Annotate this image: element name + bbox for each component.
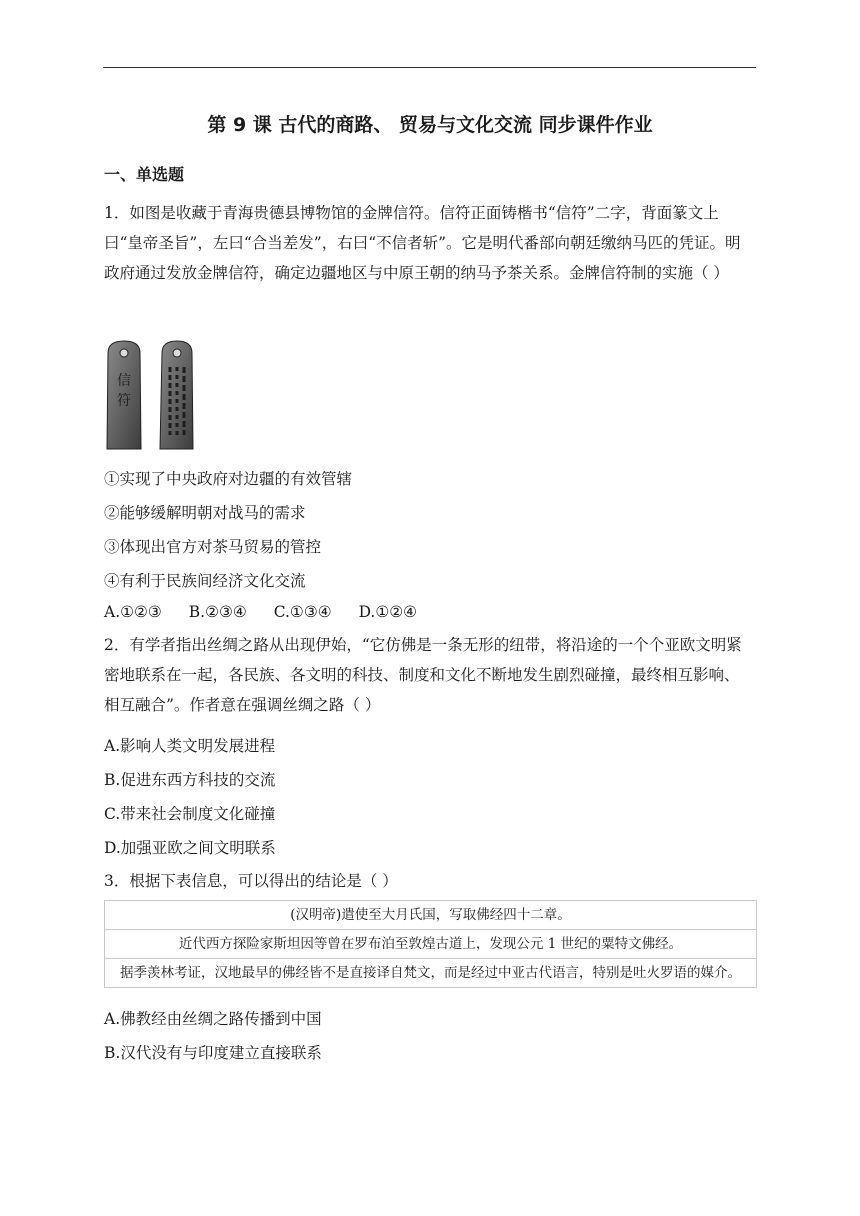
q1-option-c[interactable]: C.①③④	[273, 603, 332, 621]
q2-option-c[interactable]: C.带来社会制度文化碰撞	[104, 805, 276, 823]
header-rule	[103, 67, 756, 68]
q2-option-d[interactable]: D.加强亚欧之间文明联系	[104, 839, 276, 857]
q1-stem: 1．如图是收藏于青海贵德县博物馆的金牌信符。信符正面铸楷书“信符”二字，背面篆文上曰“皇帝圣旨”，左曰“合当差发”，右曰“不信者斩”。它是明代番部向朝廷缴纳马匹的凭证。明政府通过发放金牌信符，确定边疆地区与中原王朝的纳马予茶关系。金牌信符制的实施（ ）	[104, 204, 741, 282]
table-cell: 据季羡林考证，汉地最早的佛经皆不是直接译自梵文，而是经过中亚古代语言，特别是吐火罗语的媒介。	[105, 959, 757, 988]
q1-image	[104, 339, 196, 451]
q1-options	[104, 603, 439, 621]
q2-option-b[interactable]: B.促进东西方科技的交流	[104, 771, 276, 789]
table-row	[105, 930, 757, 959]
q1-option-a[interactable]: A.①②③	[104, 603, 162, 621]
table-row	[105, 959, 757, 988]
q1-item-2: ②能够缓解明朝对战马的需求	[104, 504, 306, 522]
table-row	[105, 901, 757, 930]
q3-option-b[interactable]: B.汉代没有与印度建立直接联系	[104, 1044, 322, 1062]
section-heading: 一、单选题	[104, 165, 185, 184]
q2-stem: 2．有学者指出丝绸之路从出现伊始，“它仿佛是一条无形的纽带，将沿途的一个个亚欧文明紧密地联系在一起，各民族、各文明的科技、制度和文化不断地发生剧烈碰撞，最终相互影响、相互融合”。作者意在强调丝绸之路（ ）	[104, 636, 742, 714]
svg-text:符: 符	[117, 393, 131, 409]
q2-option-a[interactable]: A.影响人类文明发展进程	[104, 737, 276, 755]
svg-text:信: 信	[117, 373, 131, 389]
q1-item-1: ①实现了中央政府对边疆的有效管辖	[104, 470, 353, 488]
table-cell: (汉明帝)遣使至大月氏国，写取佛经四十二章。	[105, 901, 757, 930]
q1-item-4: ④有利于民族间经济文化交流	[104, 572, 306, 590]
q3-stem: 3．根据下表信息，可以得出的结论是（ ）	[104, 872, 398, 890]
table-cell: 近代西方探险家斯坦因等曾在罗布泊至敦煌古道上，发现公元 1 世纪的粟特文佛经。	[105, 930, 757, 959]
q3-option-a[interactable]: A.佛教经由丝绸之路传播到中国	[104, 1010, 322, 1028]
q1-option-b[interactable]: B.②③④	[188, 603, 247, 621]
q3-table	[104, 900, 757, 988]
q1-item-3: ③体现出官方对茶马贸易的管控	[104, 538, 322, 556]
q1-option-d[interactable]: D.①②④	[358, 603, 418, 621]
page-title: 第 9 课 古代的商路、 贸易与文化交流 同步课件作业	[207, 114, 653, 136]
